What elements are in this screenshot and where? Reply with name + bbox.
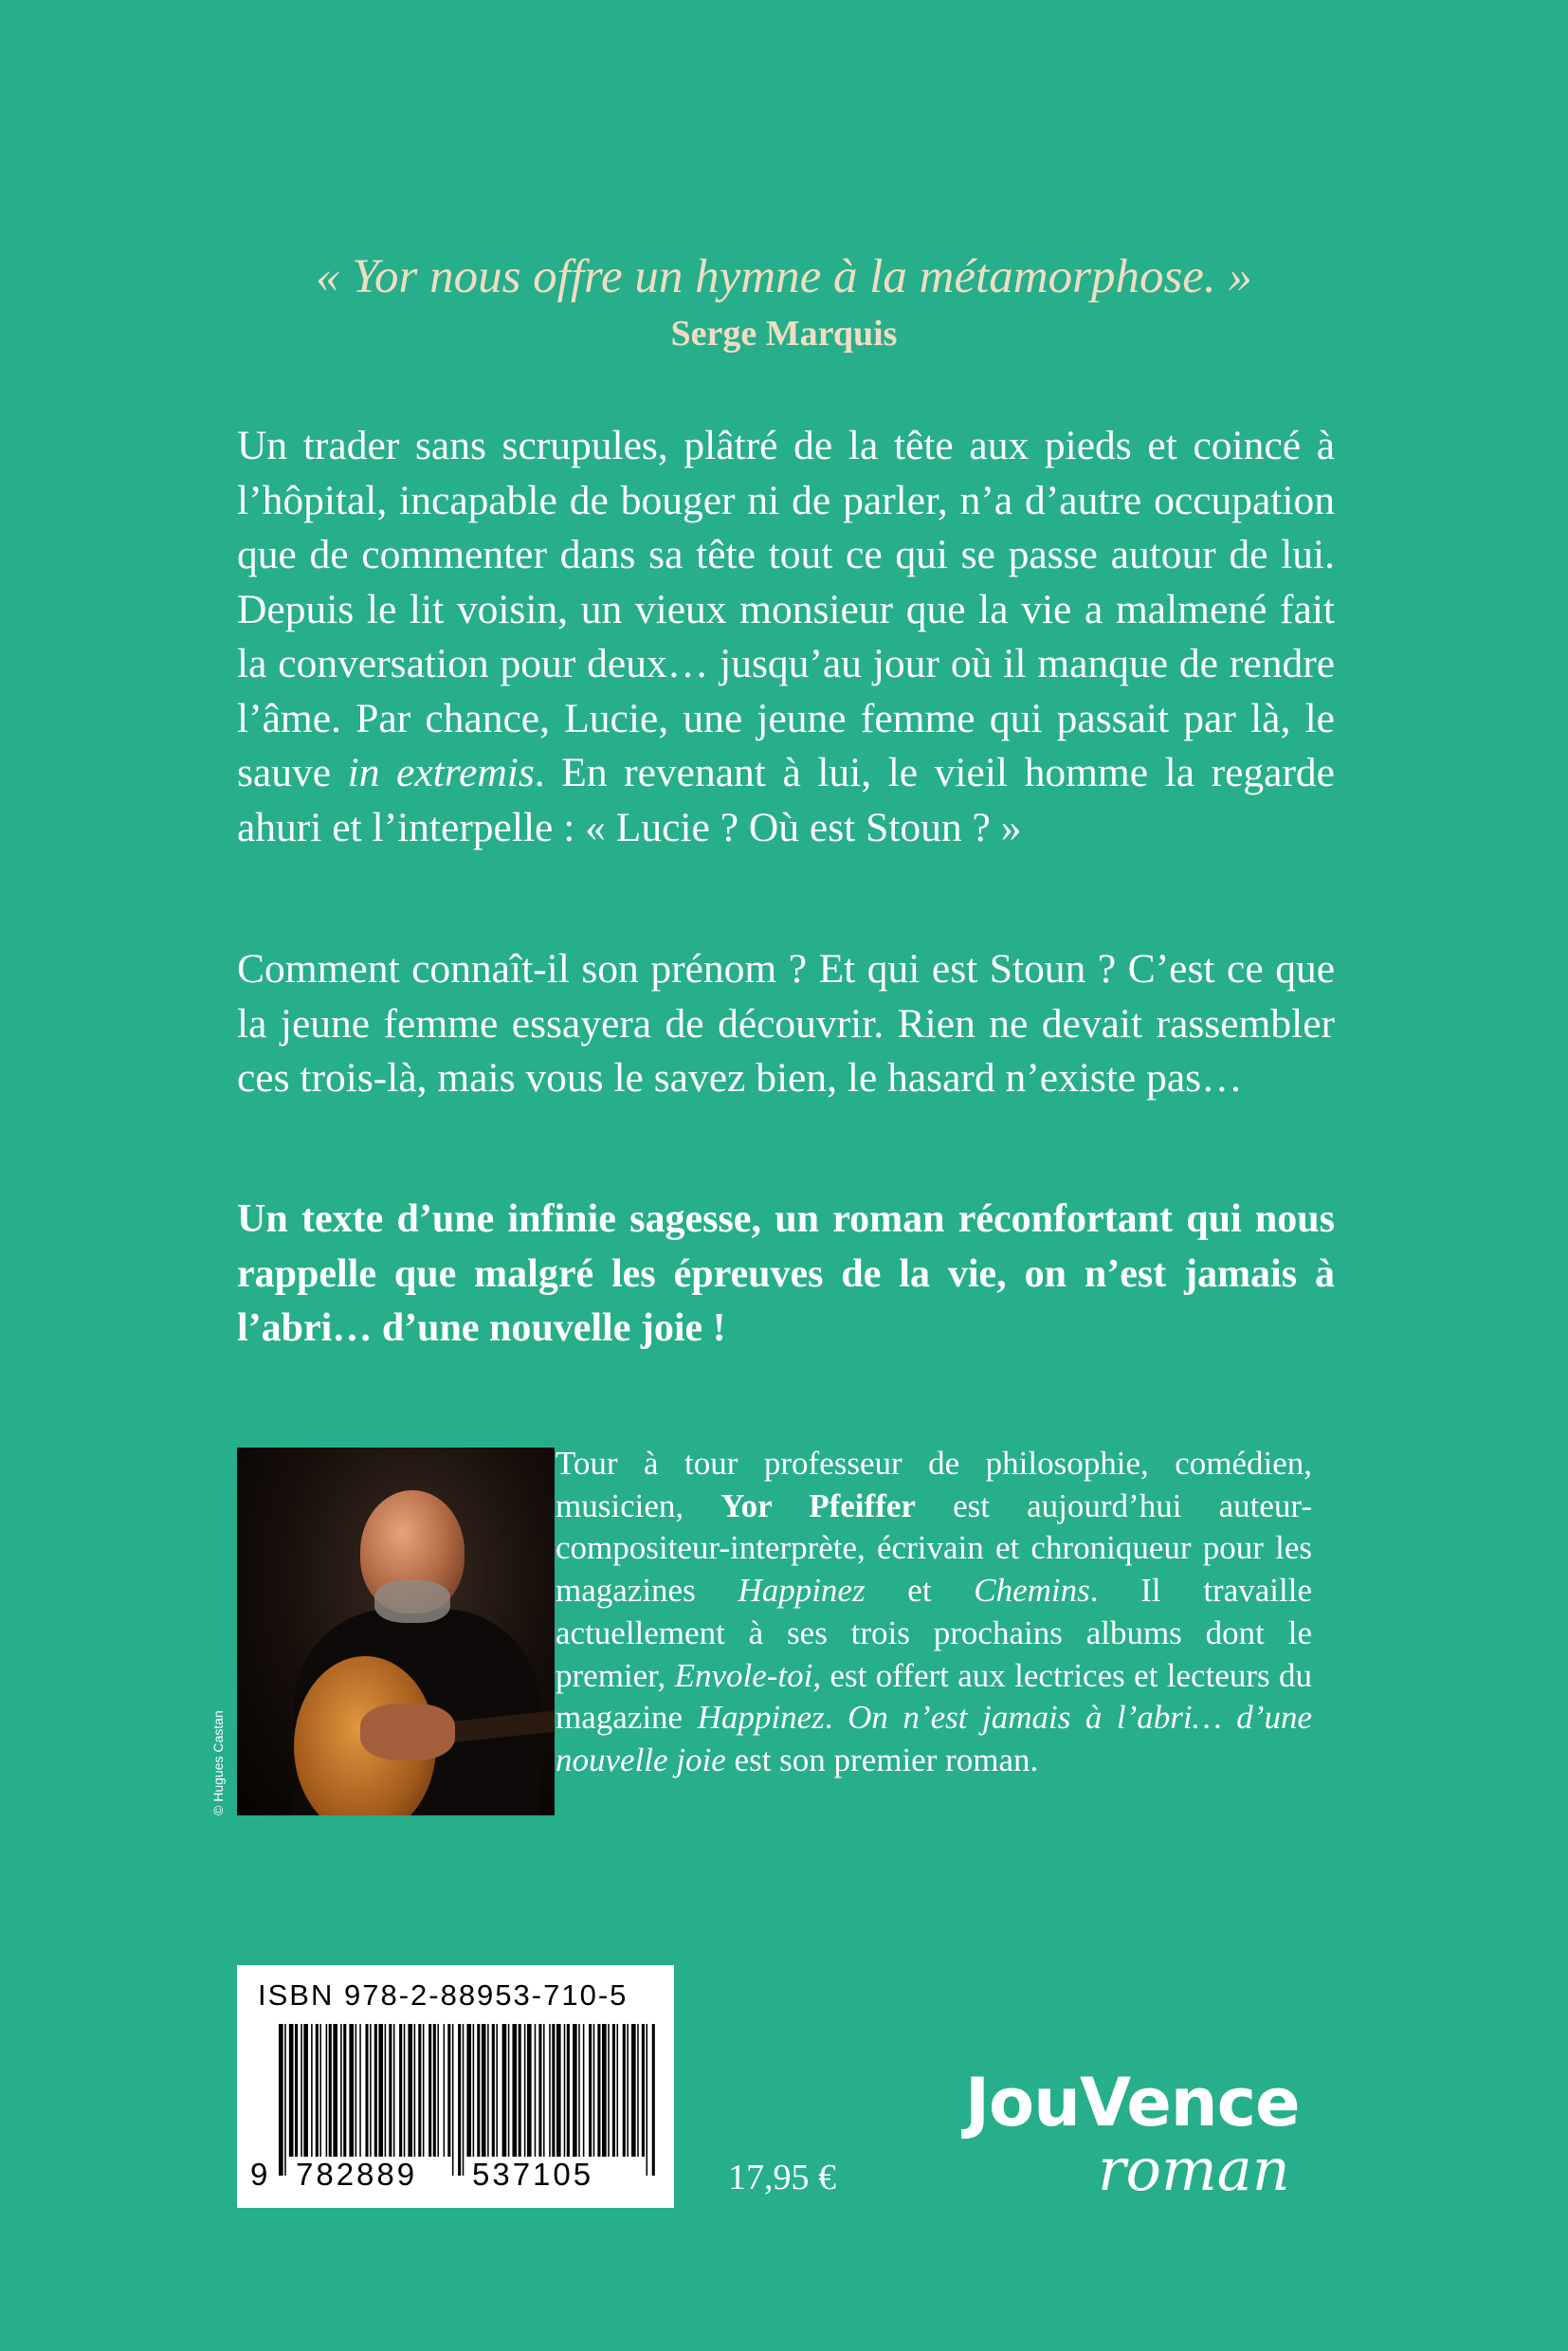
barcode-bar bbox=[437, 2024, 439, 2157]
isbn-text: ISBN 978-2-88953-710-5 bbox=[258, 1978, 629, 2012]
ean-digit-first: 9 bbox=[250, 2157, 268, 2192]
barcode-bar bbox=[404, 2024, 406, 2157]
summary-text: Un trader sans scrupules, plâtré de la tête aux pieds et coincé à l’hôpital, incapable de bouger ni de parler, n’a d’autre occupation que de commenter dans sa tête tout ce qui se passe autour de lui. Depuis le lit voisin, un vieux monsieur que la vie a malmené fait la conversation pour deux… jusqu’au jour où il manque de rendre l’âme. Par chance, Lucie, une jeune femme qui passait par là, le sauve bbox=[237, 423, 1335, 795]
barcode-bar bbox=[295, 2024, 298, 2157]
barcode-bar bbox=[418, 2024, 421, 2157]
photo-hand bbox=[360, 1704, 455, 1760]
album-name: Envole-toi bbox=[674, 1656, 813, 1694]
barcode-box bbox=[237, 1965, 674, 2208]
barcode-bar bbox=[631, 2024, 636, 2157]
ean-digits-left: 782889 bbox=[296, 2157, 418, 2192]
barcode-bar bbox=[473, 2024, 475, 2157]
barcode-bar bbox=[642, 2024, 645, 2157]
publisher-brand: JouVence bbox=[965, 2064, 1300, 2141]
barcode-bar bbox=[428, 2024, 431, 2157]
barcode-bar bbox=[567, 2024, 570, 2157]
barcode-bar bbox=[597, 2024, 600, 2157]
barcode-bar bbox=[496, 2024, 498, 2157]
barcode-bar bbox=[602, 2024, 607, 2157]
barcode-bar bbox=[652, 2024, 655, 2176]
barcode-bar bbox=[452, 2024, 454, 2176]
barcode-bar bbox=[573, 2024, 577, 2157]
barcode-bar bbox=[316, 2024, 319, 2157]
bio-text: et bbox=[865, 1572, 975, 1610]
barcode-bar bbox=[423, 2024, 425, 2157]
barcode-bar bbox=[556, 2024, 561, 2157]
barcode-bar bbox=[319, 2024, 321, 2157]
barcode-bar bbox=[617, 2024, 619, 2157]
barcode-bar bbox=[627, 2024, 629, 2157]
barcode-bar bbox=[535, 2024, 537, 2157]
barcode-bar bbox=[512, 2024, 517, 2157]
barcode-bar bbox=[365, 2024, 368, 2157]
photo-credit: © Hugues Castan bbox=[210, 1710, 226, 1815]
barcode-bar bbox=[370, 2024, 372, 2157]
barcode-bar bbox=[359, 2024, 361, 2157]
barcode-bar bbox=[356, 2024, 357, 2157]
barcode-bar bbox=[549, 2024, 551, 2157]
barcode-bar bbox=[378, 2024, 383, 2157]
barcode-bar bbox=[311, 2024, 313, 2157]
bio-text: est son premier roman. bbox=[725, 1740, 1039, 1778]
quote-text: « Yor nous offre un hymne à la métamorphose. » bbox=[316, 250, 1252, 303]
publisher-logo bbox=[965, 2064, 1325, 2206]
barcode-bar bbox=[326, 2024, 328, 2157]
bio-text: . bbox=[824, 1699, 848, 1737]
barcode-bar bbox=[414, 2024, 416, 2157]
summary-tagline: Un texte d’une infinie sagesse, un roman réconfortant qui nous rappelle que malgré les épreuves de la vie, on n’est jamais à l’abri… d’une nouvelle joie ! bbox=[237, 1197, 1335, 1350]
bio-text: , est offert aux lectrices et lecteurs du magazine bbox=[556, 1656, 1312, 1737]
barcode-bar bbox=[333, 2024, 337, 2157]
barcode-bar bbox=[647, 2024, 648, 2176]
barcode-bar bbox=[519, 2024, 521, 2157]
bio-text: . Il travaille actuellement à ses trois prochains albums dont le premier, bbox=[556, 1572, 1312, 1694]
barcode-bar bbox=[279, 2024, 283, 2176]
summary-text: . En revenant à lui, le vieil homme la regarde ahuri et l’interpelle : « Lucie ? Où est Stoun ? » bbox=[237, 750, 1335, 850]
barcode-bar bbox=[389, 2024, 392, 2157]
barcode-bar bbox=[466, 2024, 471, 2157]
bio-text: est aujourd’hui auteur-compositeur-interprète, écrivain et chroniqueur pour les magazines bbox=[556, 1486, 1312, 1610]
barcode-bar bbox=[612, 2024, 615, 2157]
barcode-bar bbox=[284, 2024, 286, 2176]
barcode-bar bbox=[349, 2024, 354, 2157]
barcode-bar bbox=[527, 2024, 532, 2157]
magazine-name: Chemins bbox=[974, 1572, 1090, 1610]
barcode-bar bbox=[564, 2024, 566, 2157]
summary-italic: in extremis bbox=[347, 750, 535, 795]
barcode-bar bbox=[408, 2024, 412, 2157]
barcode-bar bbox=[433, 2024, 436, 2157]
ean-digits-right: 537105 bbox=[472, 2157, 594, 2192]
barcode-bar bbox=[477, 2024, 480, 2157]
barcode-bar bbox=[303, 2024, 308, 2157]
barcode-bar bbox=[447, 2024, 450, 2157]
bio-text: Tour à tour professeur de philosophie, comédien, musicien, bbox=[556, 1445, 1312, 1524]
barcode-bar bbox=[393, 2024, 395, 2157]
photo-beard bbox=[374, 1580, 450, 1623]
magazine-name: Happinez bbox=[697, 1699, 825, 1737]
barcode-bar bbox=[492, 2024, 495, 2157]
barcode-bar bbox=[385, 2024, 387, 2157]
barcode-bar bbox=[538, 2024, 541, 2157]
barcode-bar bbox=[589, 2024, 592, 2157]
barcode-bar bbox=[543, 2024, 545, 2157]
barcode-bar bbox=[623, 2024, 626, 2157]
barcode-bar bbox=[444, 2024, 446, 2157]
quote-author: Serge Marquis bbox=[670, 314, 898, 354]
barcode-bar bbox=[552, 2024, 555, 2157]
author-photo bbox=[237, 1448, 555, 1815]
book-title: On n’est jamais à l’abri… d’une nouvelle joie bbox=[556, 1699, 1312, 1778]
magazine-name: Happinez bbox=[738, 1572, 866, 1610]
barcode-bar bbox=[487, 2024, 489, 2157]
barcode-bar bbox=[301, 2024, 302, 2157]
barcode-bar bbox=[508, 2024, 510, 2157]
barcode-bar bbox=[458, 2024, 461, 2176]
barcode-bar bbox=[583, 2024, 585, 2157]
barcode-bar bbox=[343, 2024, 346, 2157]
barcode-bar bbox=[608, 2024, 610, 2157]
price: 17,95 € bbox=[728, 2158, 836, 2197]
author-name: Yor Pfeiffer bbox=[720, 1486, 916, 1524]
summary-paragraph-1 bbox=[237, 419, 1335, 855]
ean-digits bbox=[237, 2157, 674, 2195]
barcode-bar bbox=[637, 2024, 639, 2157]
barcode-bar bbox=[502, 2024, 507, 2157]
barcode-bar bbox=[578, 2024, 580, 2157]
barcode-bar bbox=[329, 2024, 332, 2157]
barcode-bar bbox=[374, 2024, 377, 2157]
barcode-bar bbox=[463, 2024, 465, 2176]
summary-paragraph-2: Comment connaît-il son prénom ? Et qui est Stoun ? C’est ce que la jeune femme essayera de découvrir. Rien ne devait rassembler ces trois-là, mais vous le savez bien, le hasard n’existe pas… bbox=[237, 946, 1335, 1101]
barcode-bar bbox=[524, 2024, 526, 2157]
barcode-bar bbox=[593, 2024, 595, 2157]
author-bio bbox=[556, 1443, 1312, 1782]
barcode-bar bbox=[340, 2024, 342, 2157]
barcode-bar bbox=[289, 2024, 294, 2157]
barcode-bar bbox=[399, 2024, 402, 2157]
publisher-sub: roman bbox=[1098, 2135, 1290, 2204]
barcode-bar bbox=[482, 2024, 486, 2157]
